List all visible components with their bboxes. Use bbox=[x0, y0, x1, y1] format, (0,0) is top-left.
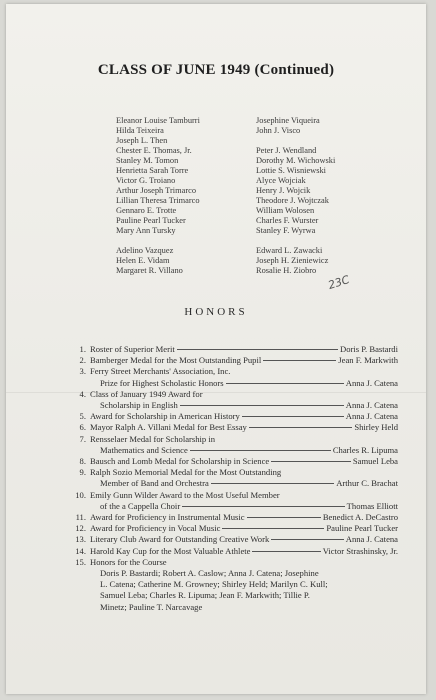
honor-body bbox=[90, 344, 398, 355]
honor-body bbox=[90, 467, 398, 489]
honor-recipient: Samuel Leba bbox=[352, 456, 398, 467]
honor-item bbox=[68, 512, 398, 523]
honor-number: 13. bbox=[75, 534, 86, 545]
honor-title: Bausch and Lomb Medal for Scholarship in Science bbox=[90, 456, 270, 467]
graduate-name: Lillian Theresa Trimarco bbox=[116, 196, 200, 205]
graduate-name: Gennaro E. Trotte bbox=[116, 206, 177, 215]
honor-line bbox=[90, 501, 398, 512]
honor-line bbox=[90, 490, 398, 501]
honor-line bbox=[90, 366, 398, 377]
honor-line bbox=[90, 512, 398, 523]
honor-recipient: Anna J. Catena bbox=[345, 377, 398, 388]
honor-title: Ferry Street Merchants' Association, Inc. bbox=[90, 366, 231, 377]
page-title: CLASS OF JUNE 1949 (Continued) bbox=[97, 62, 335, 78]
honor-recipient: Doris P. Bastardi bbox=[339, 344, 398, 354]
honor-body bbox=[90, 456, 398, 467]
honor-body bbox=[90, 411, 398, 422]
honor-recipient: Arthur C. Brachat bbox=[336, 478, 398, 489]
honor-line bbox=[90, 557, 398, 568]
honor-number: 1. bbox=[79, 344, 86, 354]
pencil-note: 23C bbox=[326, 272, 352, 293]
honors-list bbox=[68, 344, 398, 613]
honors-heading: HONORS bbox=[184, 306, 248, 318]
graduate-name: Pauline Pearl Tucker bbox=[116, 216, 186, 225]
honor-title: Harold Kay Cup for the Most Valuable Athlete bbox=[90, 545, 251, 556]
honor-recipient: Victor Strashinsky, Jr. bbox=[322, 545, 398, 556]
honor-item bbox=[68, 456, 398, 467]
honor-line bbox=[90, 422, 398, 433]
honor-title: of the a Cappella Choir bbox=[100, 500, 181, 511]
honor-title: Award for Proficiency in Instrumental Music bbox=[90, 512, 245, 523]
honor-number: 14. bbox=[75, 545, 86, 556]
honor-number: 11. bbox=[75, 512, 86, 523]
graduate-name: Dorothy M. Wichowski bbox=[256, 156, 336, 165]
graduate-name: Theodore J. Wojtczak bbox=[256, 196, 329, 205]
name-spacer bbox=[116, 236, 200, 246]
leader-line bbox=[252, 551, 320, 552]
course-honors-line: Doris P. Bastardi; Robert A. Caslow; Anna J. Catena; Josephine bbox=[100, 568, 319, 579]
honor-body bbox=[90, 366, 398, 388]
course-honors-line: Samuel Leba; Charles R. Lipuma; Jean F. Markwith; Tillie P. bbox=[100, 590, 310, 601]
graduate-name: Margaret R. Villano bbox=[116, 266, 183, 275]
honor-item bbox=[68, 467, 398, 489]
graduate-name: Mary Ann Tursky bbox=[116, 226, 176, 235]
leader-line bbox=[177, 349, 338, 350]
leader-line bbox=[271, 539, 343, 540]
honor-line bbox=[90, 389, 398, 400]
graduate-name: Helen E. Vidam bbox=[116, 256, 170, 265]
honor-body bbox=[90, 490, 398, 512]
honor-item bbox=[68, 355, 398, 366]
honor-title: Prize for Highest Scholastic Honors bbox=[100, 377, 224, 388]
honor-body bbox=[90, 512, 398, 523]
honor-item bbox=[68, 557, 398, 568]
honor-item bbox=[68, 490, 398, 512]
leader-line bbox=[182, 506, 344, 507]
graduate-name: Victor G. Troiano bbox=[116, 176, 176, 185]
graduate-name: Charles F. Wurster bbox=[256, 216, 319, 225]
honor-title: Award for Proficiency in Vocal Music bbox=[90, 523, 221, 534]
honor-body bbox=[90, 434, 398, 456]
honor-number: 2. bbox=[79, 355, 86, 366]
honor-body bbox=[90, 355, 398, 366]
graduate-name: Chester E. Thomas, Jr. bbox=[116, 146, 192, 155]
honor-line bbox=[90, 378, 398, 389]
honor-number: 12. bbox=[75, 523, 86, 534]
graduate-name: John J. Visco bbox=[256, 126, 301, 135]
honor-title: Ralph Sozio Memorial Medal for the Most Outstanding bbox=[90, 467, 282, 478]
honor-recipient: Shirley Held bbox=[354, 422, 398, 433]
honor-title: Literary Club Award for Outstanding Creative Work bbox=[90, 534, 270, 545]
honor-title: Award for Scholarship in American History bbox=[90, 411, 240, 422]
honor-body bbox=[90, 422, 398, 433]
leader-line bbox=[249, 427, 352, 428]
honor-item bbox=[68, 534, 398, 545]
honor-line bbox=[90, 523, 398, 534]
honor-body bbox=[90, 546, 398, 557]
honor-item bbox=[68, 523, 398, 534]
graduate-name: Josephine Viqueira bbox=[256, 116, 320, 125]
honor-line bbox=[90, 400, 398, 411]
graduate-name: Henrietta Sarah Torre bbox=[116, 166, 189, 175]
course-honors-names bbox=[68, 568, 398, 613]
honor-recipient: Benedict A. DeCastro bbox=[322, 512, 398, 523]
leader-line bbox=[242, 416, 344, 417]
graduate-name: Stanley M. Tomon bbox=[116, 156, 179, 165]
honor-line bbox=[90, 445, 398, 456]
honor-item bbox=[68, 434, 398, 456]
graduate-name: Stanley F. Wyrwa bbox=[256, 226, 316, 235]
honor-body bbox=[90, 523, 398, 534]
graduate-name: Adelino Vazquez bbox=[116, 246, 174, 255]
honor-recipient: Anna J. Catena bbox=[345, 534, 398, 545]
leader-line bbox=[226, 383, 344, 384]
honor-number: 10. bbox=[75, 489, 86, 500]
graduate-name: Edward L. Zawacki bbox=[256, 246, 323, 255]
honor-title: Roster of Superior Merit bbox=[90, 344, 175, 354]
honor-number: 7. bbox=[79, 433, 86, 444]
honor-number: 3. bbox=[79, 366, 86, 377]
names-column-right bbox=[256, 116, 335, 276]
graduate-name: William Wolosen bbox=[256, 206, 315, 215]
honor-line bbox=[90, 355, 398, 366]
graduate-name: Alyce Wojciak bbox=[256, 176, 306, 185]
honor-line bbox=[90, 434, 398, 445]
graduate-name: Rosalie H. Ziobro bbox=[256, 266, 317, 275]
honor-number: 8. bbox=[79, 456, 86, 467]
honor-number: 6. bbox=[79, 422, 86, 433]
course-honors-line: L. Catena; Catherine M. Growney; Shirley Held; Marilyn C. Kull; bbox=[100, 579, 328, 590]
honor-line bbox=[90, 534, 398, 545]
honor-recipient: Thomas Elliott bbox=[346, 500, 398, 511]
leader-line bbox=[180, 405, 344, 406]
honor-title: Scholarship in English bbox=[100, 400, 178, 411]
honor-number: 9. bbox=[79, 467, 86, 478]
honor-title: Class of January 1949 Award for bbox=[90, 388, 203, 399]
graduate-name: Lottie S. Wisniewski bbox=[256, 166, 326, 175]
leader-line bbox=[211, 483, 334, 484]
leader-line bbox=[190, 450, 331, 451]
graduate-name: Joseph H. Zieniewicz bbox=[256, 256, 329, 265]
honor-line bbox=[90, 411, 398, 422]
graduate-name: Henry J. Wojcik bbox=[256, 186, 311, 195]
name-spacer bbox=[256, 236, 335, 246]
honor-title: Emily Gunn Wilder Award to the Most Useful Member bbox=[90, 489, 280, 500]
honor-line bbox=[90, 467, 398, 478]
honor-title: Bamberger Medal for the Most Outstanding Pupil bbox=[90, 355, 262, 366]
honor-title: Mayor Ralph A. Villani Medal for Best Essay bbox=[90, 422, 247, 433]
honor-title: Rensselaer Medal for Scholarship in bbox=[90, 433, 216, 444]
graduate-name: Joseph L. Then bbox=[116, 136, 168, 145]
honor-title: Mathematics and Science bbox=[100, 444, 188, 455]
leader-line bbox=[271, 461, 351, 462]
honor-recipient: Anna J. Catena bbox=[345, 411, 398, 422]
honor-number: 15. bbox=[75, 556, 86, 567]
honor-item bbox=[68, 411, 398, 422]
names-column-left bbox=[116, 116, 200, 276]
graduate-name: Eleanor Louise Tamburri bbox=[116, 116, 200, 125]
honor-item bbox=[68, 389, 398, 411]
honor-line bbox=[90, 478, 398, 489]
honor-item bbox=[68, 366, 398, 388]
leader-line bbox=[222, 528, 324, 529]
honor-body bbox=[90, 557, 398, 568]
honor-item bbox=[68, 546, 398, 557]
honor-number: 5. bbox=[79, 411, 86, 422]
honor-line bbox=[90, 456, 398, 467]
document-page bbox=[6, 4, 426, 694]
honor-item bbox=[68, 344, 398, 355]
honor-number: 4. bbox=[79, 388, 86, 399]
honor-title: Honors for the Course bbox=[90, 556, 167, 567]
leader-line bbox=[263, 360, 336, 361]
honor-title: Member of Band and Orchestra bbox=[100, 478, 209, 489]
honor-item bbox=[68, 422, 398, 433]
leader-line bbox=[247, 517, 321, 518]
honor-body bbox=[90, 534, 398, 545]
graduate-name: Peter J. Wendland bbox=[256, 146, 317, 155]
graduate-name: Arthur Joseph Trimarco bbox=[116, 186, 197, 195]
name-spacer bbox=[256, 136, 335, 146]
honor-recipient: Anna J. Catena bbox=[345, 400, 398, 411]
honor-line bbox=[90, 344, 398, 355]
honor-line bbox=[90, 546, 398, 557]
honor-recipient: Jean F. Markwith bbox=[338, 355, 398, 366]
honor-recipient: Pauline Pearl Tucker bbox=[326, 523, 398, 534]
honor-body bbox=[90, 389, 398, 411]
honor-recipient: Charles R. Lipuma bbox=[332, 444, 398, 455]
graduate-name: Hilda Teixeira bbox=[116, 126, 164, 135]
course-honors-line: Minetz; Pauline T. Narcavage bbox=[100, 601, 203, 612]
